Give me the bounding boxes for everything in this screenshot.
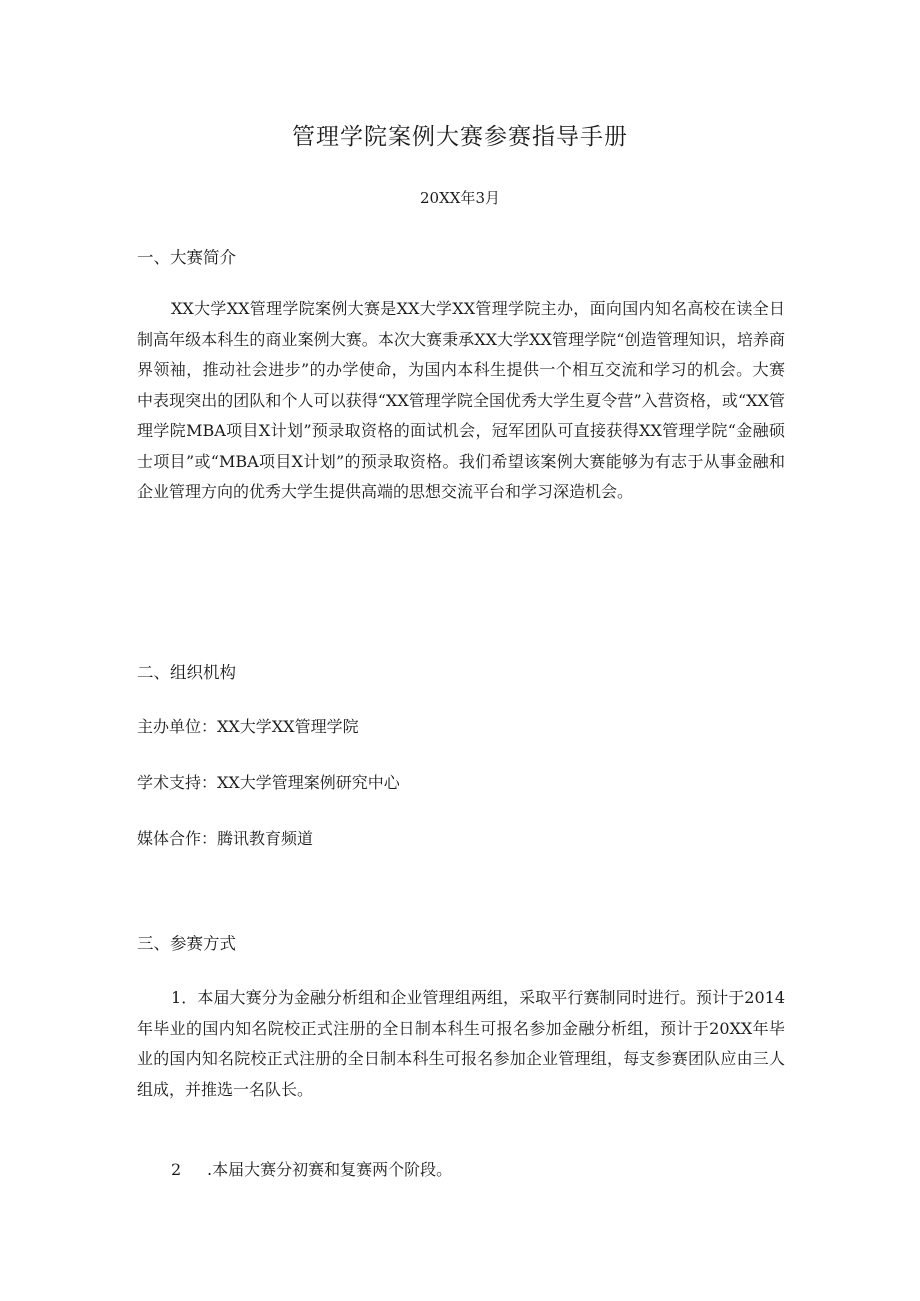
organizer-line: 主办单位：XX大学XX管理学院 — [137, 717, 359, 736]
item-2-number: 2 — [171, 1160, 182, 1179]
academic-support-line: 学术支持：XX大学管理案例研究中心 — [137, 773, 400, 792]
section-heading-participation: 三、参赛方式 — [137, 934, 236, 953]
item-2-text: .本届大赛分初赛和复赛两个阶段。 — [207, 1160, 453, 1179]
section-heading-introduction: 一、大赛简介 — [137, 248, 236, 267]
section-heading-organization: 二、组织机构 — [137, 663, 236, 682]
media-partner-line: 媒体合作：腾讯教育频道 — [137, 829, 314, 848]
participation-item-1: 1．本届大赛分为金融分析组和企业管理组两组，采取平行赛制同时进行。预计于2014年毕业的国内知名院校正式注册的全日制本科生可报名参加金融分析组，预计于20XX年毕业的国内知名院校正式注册的全日制本科生可报名参加企业管理组，每支参赛团队应由三人组成，并推选一名队长。 — [137, 988, 785, 1099]
introduction-paragraph: XX大学XX管理学院案例大赛是XX大学XX管理学院主办，面向国内知名高校在读全日制高年级本科生的商业案例大赛。本次大赛秉承XX大学XX管理学院“创造管理知识，培养商界领袖，推动社会进步”的办学使命，为国内本科生提供一个相互交流和学习的机会。大赛中表现突出的团队和个人可以获得“XX管理学院全国优秀大学生夏令营”入营资格，或“XX管理学院MBA项目X计划”预录取资格的面试机会，冠军团队可直接获得XX管理学院“金融硕士项目”或“MBA项目X计划”的预录取资格。我们希望该案例大赛能够为有志于从事金融和企业管理方向的优秀大学生提供高端的思想交流平台和学习深造机会。 — [137, 299, 785, 501]
participation-item-2 — [171, 1157, 452, 1180]
document-date: 20XX年3月 — [420, 189, 500, 207]
document-title: 管理学院案例大赛参赛指导手册 — [292, 124, 628, 150]
